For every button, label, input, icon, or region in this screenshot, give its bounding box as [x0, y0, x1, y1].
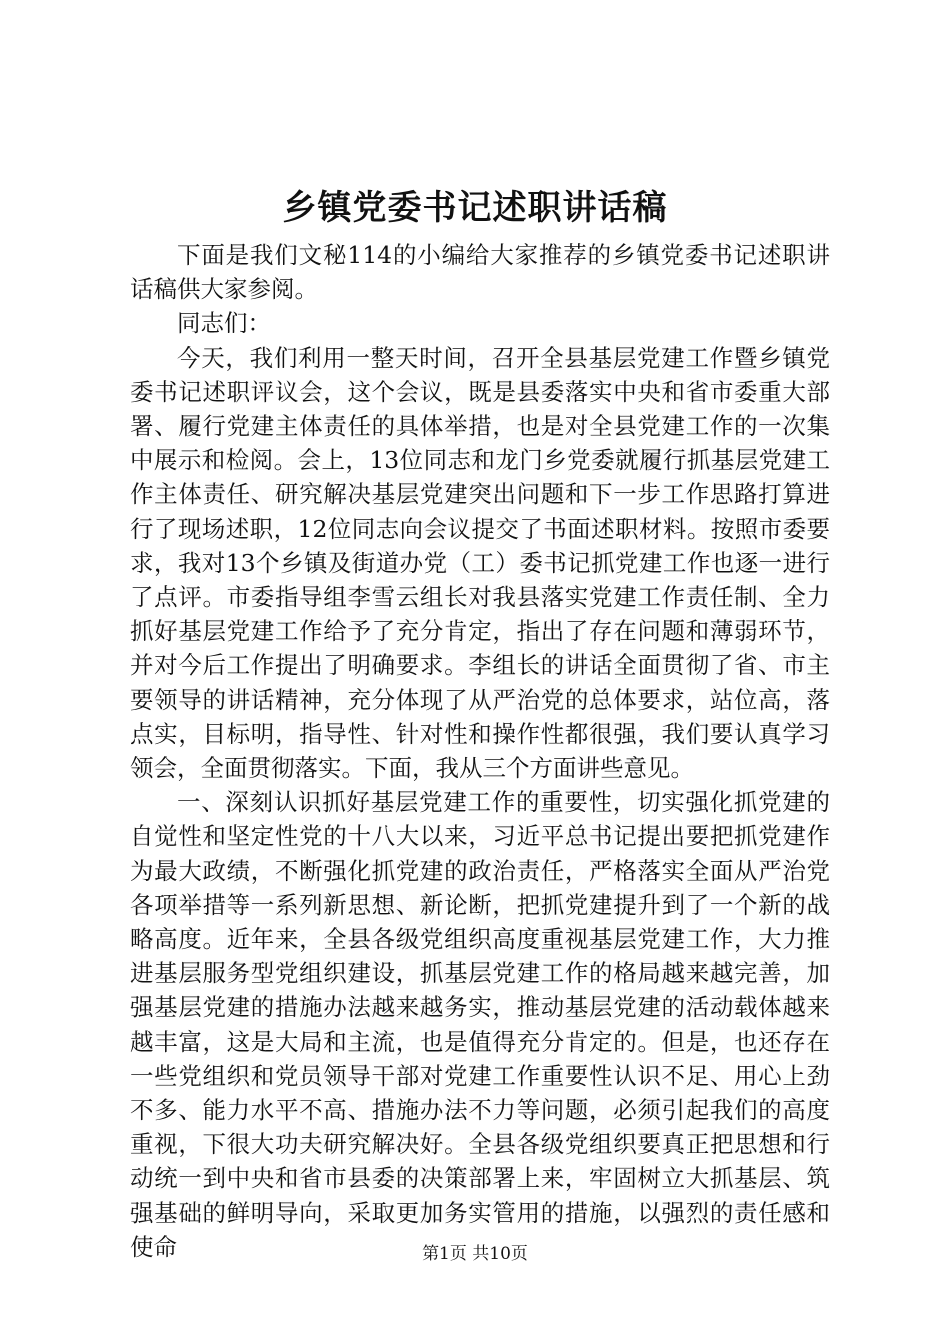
- paragraph-section-one: 一、深刻认识抓好基层党建工作的重要性，切实强化抓党建的自觉性和坚定性党的十八大以来，习近平总书记提出要把抓党建作为最大政绩，不断强化抓党建的政治责任，严格落实全面从严治党各项举措等一系列新思想、新论断，把抓党建提升到了一个新的战略高度。近年来，全县各级党组织高度重视基层党建工作，大力推进基层服务型党组织建设，抓基层党建工作的格局越来越完善，加强基层党建的措施办法越来越务实，推动基层党建的活动载体越来越丰富，这是大局和主流，也是值得充分肯定的。但是，也还存在一些党组织和党员领导干部对党建工作重要性认识不足、用心上劲不多、能力水平不高、措施办法不力等问题，必须引起我们的高度重视，下很大功夫研究解决好。全县各级党组织要真正把思想和行动统一到中央和省市县委的决策部署上来，牢固树立大抓基层、筑强基础的鲜明导向，采取更加务实管用的措施，以强烈的责任感和使命: [130, 788, 830, 1261]
- document-title: 乡镇党委书记述职讲话稿: [282, 188, 668, 228]
- page-number-footer: 第1页 共10页: [422, 1244, 528, 1264]
- paragraph-salutation: 同志们：: [177, 309, 271, 338]
- paragraph-opening: 今天，我们利用一整天时间，召开全县基层党建工作暨乡镇党委书记述职评议会，这个会议，既是县委落实中央和省市委重大部署、履行党建主体责任的具体举措，也是对全县党建工作的一次集中展示和检阅。会上，13位同志和龙门乡党委就履行抓基层党建工作主体责任、研究解决基层党建突出问题和下一步工作思路打算进行了现场述职，12位同志向会议提交了书面述职材料。按照市委要求，我对13个乡镇及街道办党（工）委书记抓党建工作也逐一进行了点评。市委指导组李雪云组长对我县落实党建工作责任制、全力抓好基层党建工作给予了充分肯定，指出了存在问题和薄弱环节，并对今后工作提出了明确要求。李组长的讲话全面贯彻了省、市主要领导的讲话精神，充分体现了从严治党的总体要求，站位高，落点实，目标明，指导性、针对性和操作性都很强，我们要认真学习领会，全面贯彻落实。下面，我从三个方面讲些意见。: [130, 343, 830, 783]
- document-body: [130, 238, 830, 1264]
- paragraph-intro: 下面是我们文秘114的小编给大家推荐的乡镇党委书记述职讲话稿供大家参阅。: [130, 241, 830, 304]
